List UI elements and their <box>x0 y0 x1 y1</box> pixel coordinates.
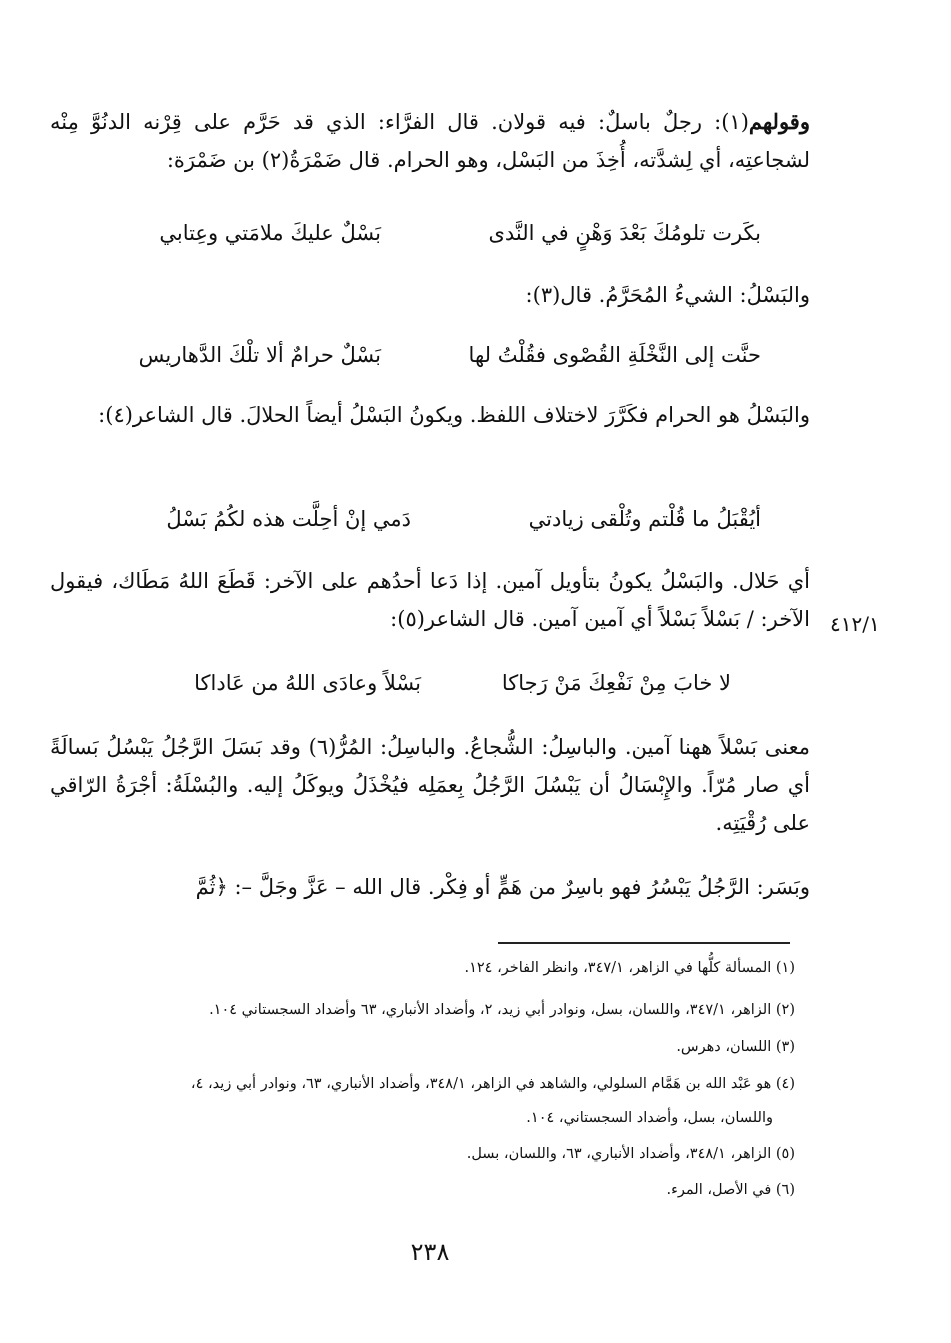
paragraph-5: معنى بَسْلاً ههنا آمين. والباسِلُ: الشُّجاعُ. والباسِلُ: المُرُّ(٦) وقد بَسَلَ الرَّجُلُ يَبْسُلُ بَسالَةً أي صار مُرّاً. والإِبْسَالُ أن يَبْسُلَ الرَّجُلُ بِعمَلِه فيُخْذَلُ ويوكَلُ إليه. والبُسْلَةُ: أجْرَةُ الرّاقي على رُقْيَتِه. <box>50 735 810 835</box>
verse-2-second-hemistich: بَسْلٌ حرامٌ ألا تلْكَ الدَّهاريس <box>138 343 381 367</box>
verse-2-first-hemistich: حنَّت إلى النَّخْلَةِ القُصْوى فقُلْتُ لها <box>468 343 761 367</box>
footnote-2: (٢) الزاهر، ٣٤٧/١، واللسان، بسل، ونوادر أبي زيد، ٢، وأضداد الأنباري، ٦٣ وأضداد السجستاني ١٠٤. <box>209 1002 795 1018</box>
verse-2 <box>61 336 761 374</box>
page-number: ٢٣٨ <box>410 1238 450 1266</box>
verse-3 <box>121 500 761 538</box>
footnote-5: (٥) الزاهر، ٣٤٨/١، وأضداد الأنباري، ٦٣، واللسان، بسل. <box>466 1146 795 1162</box>
paragraph-1-text: (١): رجلٌ باسلٌ: فيه قولان. قال الفرَّاء: الذي قد حَرَّم على قِرْنه الدنُوَّ مِنْه لشجاعتِه، أي لِشدَّته، أُخِذَ من البَسْل، وهو الحرام. قال ضَمْرَةُ(٢) بن ضَمْرَة: <box>50 110 810 172</box>
verse-4-second-hemistich: بَسْلاً وعادَى اللهُ من عَاداكا <box>194 671 421 695</box>
footnote-3: (٣) اللسان، دهرس. <box>676 1039 795 1055</box>
verse-1-second-hemistich: بَسْلٌ عليكَ ملامَتي وعِتابي <box>159 221 381 245</box>
margin-volume-page-ref: ٤١٢/١ <box>830 612 880 636</box>
paragraph-4: أي حَلال. والبَسْلُ يكونُ بتأويل آمين. إذا دَعا أحدُهم على الآخر: قَطَعَ اللهُ مَطَاك، فيقول الآخر: / بَسْلاً بَسْلاً أي آمين آمين. قال الشاعر(٥): <box>50 569 810 631</box>
footnote-4-continuation: واللسان، بسل، وأضداد السجستاني، ١٠٤. <box>526 1110 773 1126</box>
verse-3-second-hemistich: دَمي إنْ أحِلَّت هذه لكُمُ بَسْلُ <box>166 507 411 531</box>
paragraph-3: والبَسْلُ هو الحرام فكَرَّرَ لاختلاف اللفظ. ويكونُ البَسْلُ أيضاً الحلالَ. قال الشاعر(٤): <box>98 403 810 427</box>
verse-3-first-hemistich: أيُقْبَلُ ما قُلْتم وتُلْقى زيادتي <box>528 507 761 531</box>
paragraph-6: وبَسَر: الرَّجُلُ يَبْسُرُ فهو باسِرٌ من هَمٍّ أو فِكْر. قال الله – عَزَّ وجَلَّ –: ﴿ثُمَّ <box>195 875 810 899</box>
entry-heading: وقولهم <box>748 109 810 134</box>
footnote-4: (٤) هو عَبْد الله بن هَمَّام السلولي، والشاهد في الزاهر، ٣٤٨/١، وأضداد الأنباري، ٦٣، ونوادر أبي زيد، ٤، <box>190 1076 795 1092</box>
verse-1 <box>61 214 761 252</box>
footnote-1: (١) المسألة كلُّها في الزاهر، ٣٤٧/١، وانظر الفاخر، ١٢٤. <box>464 960 795 976</box>
paragraph-1 <box>50 103 810 179</box>
verse-4-first-hemistich: لا خابَ مِنْ نَفْعِكَ مَنْ رَجاكا <box>501 671 731 695</box>
footnote-separator <box>498 942 790 944</box>
paragraph-2: والبَسْلُ: الشيءُ المُحَرَّمُ. قال(٣): <box>525 283 810 307</box>
verse-4 <box>151 664 731 702</box>
footnote-6: (٦) في الأصل، المرء. <box>666 1182 795 1198</box>
verse-1-first-hemistich: بكَرت تلومُكَ بَعْدَ وَهْنٍ في النَّدى <box>488 221 761 245</box>
